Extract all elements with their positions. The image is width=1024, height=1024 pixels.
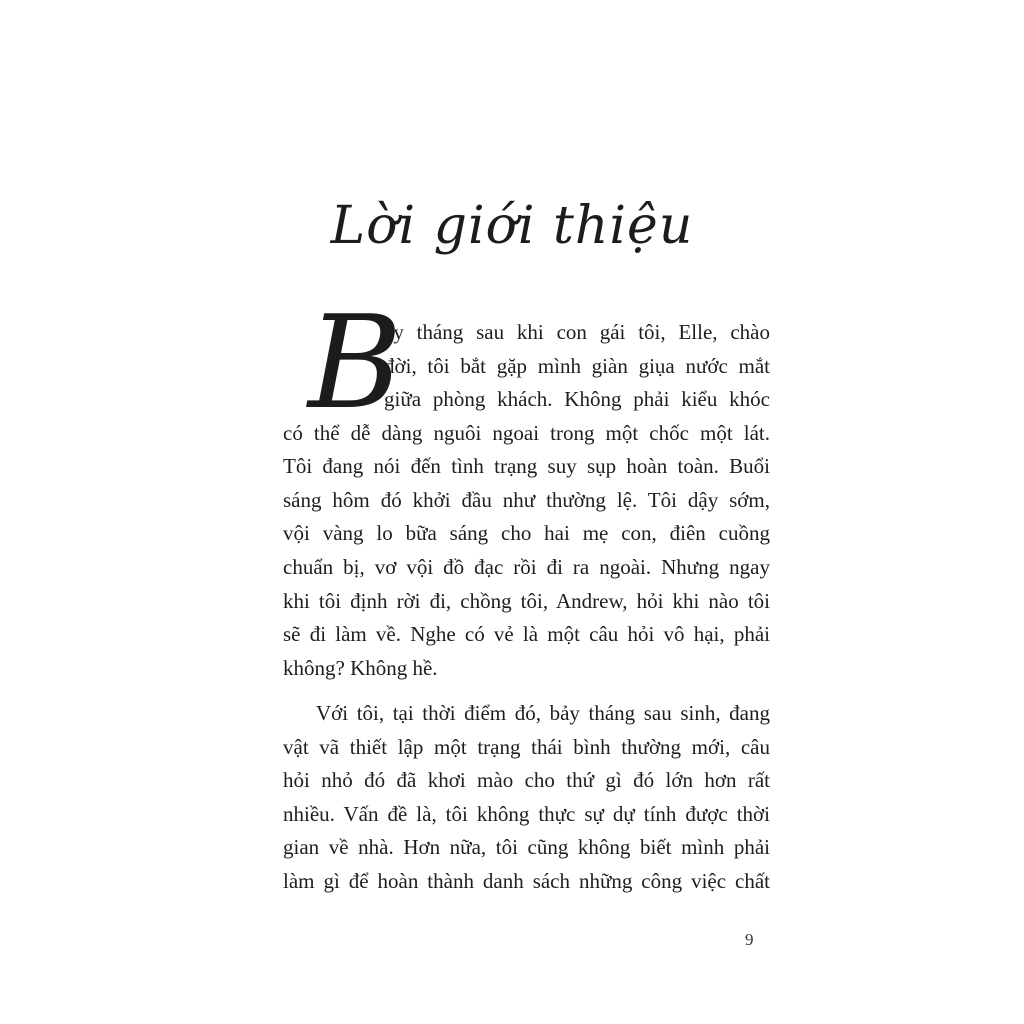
paragraph-1-line-9: khi tôi định rời đi, chồng tôi, Andrew, hỏi khi nào tôi [283,589,770,613]
paragraph-1-line-7: vội vàng lo bữa sáng cho hai mẹ con, điên cuồng [283,521,770,545]
paragraph-1-line-10: sẽ đi làm về. Nghe có vẻ là một câu hỏi vô hại, phải [283,622,770,646]
paragraph-1-line-6: sáng hôm đó khởi đầu như thường lệ. Tôi dậy sớm, [283,488,770,512]
page-number: 9 [745,930,754,949]
paragraph-1-line-11: không? Không hề. [283,656,438,680]
paragraph-1-line-8: chuẩn bị, vơ vội đồ đạc rồi đi ra ngoài. Nhưng ngay [283,555,770,579]
paragraph-2-line-4: nhiều. Vấn đề là, tôi không thực sự dự tính được thời [283,802,770,826]
paragraph-2-line-6: làm gì để hoàn thành danh sách những công việc chất [283,869,770,893]
paragraph-1-line-1: ảy tháng sau khi con gái tôi, Elle, chào [384,320,770,344]
paragraph-2-line-2: vật vã thiết lập một trạng thái bình thường mới, câu [283,735,770,759]
paragraph-1-line-5: Tôi đang nói đến tình trạng suy sụp hoàn toàn. Buổi [283,454,770,478]
paragraph-2-line-5: gian về nhà. Hơn nữa, tôi cũng không biết mình phải [283,835,770,859]
paragraph-1-line-4: có thể dễ dàng nguôi ngoai trong một chốc một lát. [283,421,770,445]
paragraph-1-line-3: giữa phòng khách. Không phải kiểu khóc [384,387,770,411]
paragraph-1-line-2: đời, tôi bắt gặp mình giàn giụa nước mắt [384,354,770,378]
paragraph-2-line-1: Với tôi, tại thời điểm đó, bảy tháng sau sinh, đang [316,701,770,725]
drop-cap-letter: B [308,289,403,438]
chapter-title: Lời giới thiệu [330,196,694,256]
paragraph-2-line-3: hỏi nhỏ đó đã khơi mào cho thứ gì đó lớn hơn rất [283,768,770,792]
